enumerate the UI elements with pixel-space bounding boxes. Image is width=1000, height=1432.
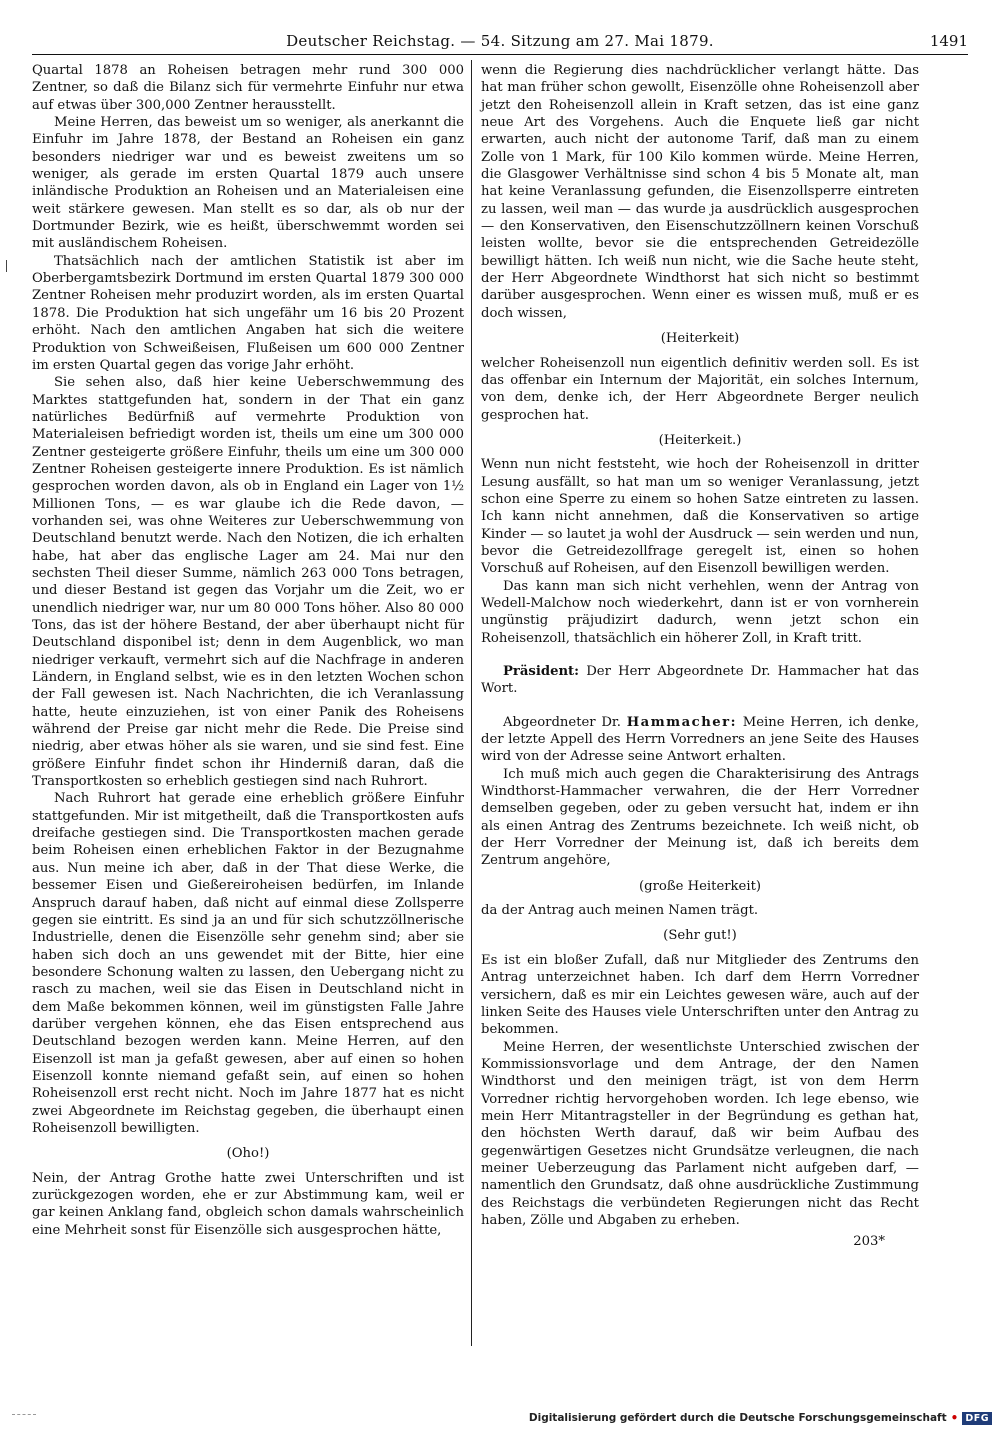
speaker-name: Hammacher: <box>626 714 737 730</box>
column-divider <box>471 60 472 1346</box>
paragraph: Ich muß mich auch gegen die Charakterisirung des Antrags Windthorst-Hammacher verwahren, die der Herr Vorredner demselben gegeben, oder zu geben versucht hat, indem er ihn als einen Antrag des Zentrums bezeichnete. Ich weiß nicht, ob der Herr Vorredner der Meinung ist, daß ich bereits dem Zentrum angehöre, <box>481 766 919 869</box>
page-title: Deutscher Reichstag. — 54. Sitzung am 27. Mai 1879. <box>286 32 714 50</box>
president-statement <box>481 663 919 698</box>
paragraph: Meine Herren, der wesentlichste Unterschied zwischen der Kommissionsvorlage und dem Antrage, der den Namen Windthorst und den meinigen trägt, ist von dem Herrn Vorredner richtig hervorgehoben worden. Ich lege ebenso, wie mein Herr Mitantragsteller in der Begründung es gethan hat, den höchsten Werth darauf, daß wir beim Aufbau des gegenwärtigen Gesetzes nicht Grundsätze verleugnen, die nach meiner Ueberzeugung das Parlament nicht aufgeben darf, — namentlich den Grundsatz, daß ohne ausdrückliche Zustimmung des Reichstags die verbündeten Regierungen nicht das Recht haben, Zölle und Abgaben zu erheben. <box>481 1039 919 1228</box>
interjection: (Oho!) <box>226 1146 270 1162</box>
paragraph: Quartal 1878 an Roheisen betragen mehr rund 300 000 Zentner, so daß die Bilanz sich für vermehrte Einfuhr nur etwa auf etwas über 300,000 Zentner herausstellt. <box>32 63 464 113</box>
statement-text: Der Herr Abgeordnete Dr. Hammacher hat das Wort. <box>481 664 919 697</box>
interjection: (Heiterkeit) <box>660 331 740 347</box>
paragraph: Wenn nun nicht feststeht, wie hoch der Roheisenzoll in dritter Lesung ausfällt, so hat man um so weniger Veranlassung, jetzt schon eine Sperre zu einem so hohen Satze eintreten zu lassen. Ich kann nicht annehmen, daß die Konservativen so artige Kinder — so lautet ja wohl der Ausdruck — sein werden und nun, bevor die Getreidezollfrage geregelt ist, einen so hohen Vorschuß auf Roheisen, auf den Eisenzoll bewilligen werden. <box>481 457 919 577</box>
page-header <box>32 30 968 55</box>
paragraph: da der Antrag auch meinen Namen trägt. <box>481 903 759 919</box>
paragraph: Das kann man sich nicht verhehlen, wenn der Antrag von Wedell-Malchow noch wiederkehrt, dann ist er von vornherein ungünstig präjudizirt dadurch, wenn jetzt schon ein Roheisenzoll, thatsächlich ein höherer Zoll, in Kraft tritt. <box>481 578 919 646</box>
paragraph: Thatsächlich nach der amtlichen Statistik ist aber im Oberbergamtsbezirk Dortmund im ersten Quartal 1879 300 000 Zentner Roheisen mehr produzirt worden, als im ersten Quartal 1878. Die Produktion hat sich ungefähr um 16 bis 20 Prozent erhöht. Nach den amtlichen Angaben hat sich die weitere Produktion von Schweißeisen, Flußeisen um 600 000 Zentner im ersten Quartal gegen das vorige Jahr erhöht. <box>32 253 464 373</box>
spacer <box>481 698 919 714</box>
interjection: (große Heiterkeit) <box>638 878 762 894</box>
dot-icon: • <box>950 1411 959 1425</box>
dfg-logo: DFG <box>962 1412 992 1425</box>
signature-mark: 203* <box>853 1234 885 1250</box>
paragraph: Sie sehen also, daß hier keine Ueberschwemmung des Marktes stattgefunden hat, sondern in der That ein ganz natürliches Bedürfniß auf vermehrte Produktion von Materialeisen befriedigt worden ist, theils um eine um 300 000 Zentner gesteigerte größere Einfuhr, theils um eine um 300 000 Zentner Roheisen gesteigerte innere Produktion. Es ist nämlich gesprochen worden davon, als ob in England ein Lager von 1½ Millionen Tons, — es war glaube ich die Rede davon, — vorhanden sei, was ohne Weiteres zur Ueberschwemmung von Deutschland benutzt werde. Nach den Notizen, die ich erhalten habe, hat aber das englische Lager am 24. Mai nur den sechsten Theil dieser Summe, nämlich 263 000 Tons betragen, und dieser Bestand ist gegen das Vorjahr um die Zeit, wo er unendlich niedriger war, nur um 80 000 Tons höher. Also 80 000 Tons, das ist der höhere Bestand, der aber überhaupt nicht für Deutschland disponibel ist; denn in dem Augenblick, wo man niedriger verkauft, vermehrt sich auf die Nachfrage in anderen Ländern, in England selbst, wie es in den letzten Wochen schon der Fall gewesen ist. Nach Nachrichten, die ich Veranlassung hatte, heute einzuziehen, ist von einer Panik des Roheisens während der Preise gar nicht mehr die Rede. Die Preise sind niedrig, aber etwas höher als sie waren, und sie sind fest. Eine größere Einfuhr findet schon ihr Hinderniß daran, daß die Transportkosten so erheblich gestiegen sind nach Ruhrort. <box>32 375 464 790</box>
speaker-statement <box>481 714 919 766</box>
footer-text: Digitalisierung gefördert durch die Deutsche Forschungsgemeinschaft <box>528 1412 947 1424</box>
scan-mark <box>12 1414 36 1416</box>
statement-text: Meine Herren, ich denke, der letzte Appell des Herrn Vorredners an jene Seite des Hauses wird von der Adresse seine Antwort erhalten. <box>481 714 920 765</box>
paragraph: welcher Roheisenzoll nun eigentlich definitiv werden soll. Es ist das offenbar ein Internum der Majorität, ein solches Internum, von dem, denke ich, der Herr Abgeordnete Berger neulich gesprochen hat. <box>481 355 919 423</box>
speaker-label: Präsident: <box>503 664 580 679</box>
footer <box>529 1410 992 1426</box>
paragraph: Meine Herren, das beweist um so weniger, als anerkannt die Einfuhr im Jahre 1878, der Bestand an Roheisen ein ganz besonders niedriger war und es beweist zweitens um so weniger, als gerade im ersten Quartal 1879 auch unsere inländische Produktion an Roheisen und an Materialeisen eine weit stärkere gewesen. Man stellt es so dar, als ob nur der Dortmunder Bezirk, wie es heißt, überschwemmt worden sei mit ausländischem Roheisen. <box>32 115 464 252</box>
margin-mark <box>6 260 7 272</box>
paragraph: wenn die Regierung dies nachdrücklicher verlangt hätte. Das hat man früher schon gewollt, Eisenzölle ohne Roheisenzoll aber jetzt den Roheisenzoll allein in Kraft setzen, das ist eine ganz neue Art des Vorgehens. Auch die Enquete ließ gar nicht erwarten, auch nicht der autonome Tarif, daß man zu einem Zolle von 1 Mark, für 100 Kilo kommen würde. Meine Herren, die Glasgower Verhältnisse sind schon 4 bis 5 Monate alt, man hat keine Veranlassung gefunden, die Eisenzollsperre eintreten zu lassen, weil man — das wurde ja ausdrücklich ausgesprochen — den Konservativen, den Eisenschutzzöllnern keinen Vorschuß leisten wollte, bevor sie die entsprechenden Getreidezölle bewilligt hätten. Ich weiß nun nicht, wie die Sache heute steht, der Herr Abgeordnete Windthorst hat sich nicht so bestimmt darüber ausgesprochen. Wenn einer es wissen muß, muß er es doch wissen, <box>481 63 919 321</box>
paragraph: Nein, der Antrag Grothe hatte zwei Unterschriften und ist zurückgezogen worden, ehe er zur Abstimmung kam, weil er gar keinen Anklang fand, obgleich schon damals wahrscheinlich eine Mehrheit sonst für Eisenzölle sich ausgesprochen hätte, <box>32 1170 464 1238</box>
spacer <box>481 647 919 663</box>
left-column <box>32 62 464 1239</box>
paragraph: Nach Ruhrort hat gerade eine erheblich größere Einfuhr stattgefunden. Mir ist mitgetheilt, daß die Transportkosten aufs dreifache gestiegen sind. Die Transportkosten machen gerade beim Roheisen einen erheblichen Faktor in der Bezugnahme aus. Nun meine ich aber, daß in der That diese Werke, die bessemer Eisen und Gießereiroheisen bedürfen, im Inlande Anspruch darauf haben, daß nicht auf einmal diese Zollsperre gegen sie eintritt. Es sind ja an und für sich schutzzöllnerische Industrielle, denen die Eisenzölle sehr genehm sind; aber sie haben sich doch an uns gewendet mit der Bitte, hier eine besondere Schonung walten zu lassen, den Uebergang nicht zu rasch zu machen, weil sie das Eisen in Deutschland nicht in dem Maße bekommen können, weil im günstigsten Falle Jahre darüber vergehen können, ehe das Eisen entsprechend aus Deutschland bezogen werden kann. Meine Herren, auf den Eisenzoll ist man ja gefaßt gewesen, aber auf einen so hohen Eisenzoll konnte niemand gefaßt sein, auf einen so hohen Roheisenzoll erst recht nicht. Noch im Jahre 1877 hat es nicht zwei Abgeordnete im Reichstag gegeben, die überhaupt einen Roheisenzoll bewilligten. <box>32 791 464 1136</box>
speaker-prefix: Abgeordneter Dr. <box>503 714 621 730</box>
interjection: (Heiterkeit.) <box>658 432 742 448</box>
interjection: (Sehr gut!) <box>663 928 737 944</box>
right-column <box>481 62 919 1251</box>
paragraph: Es ist ein bloßer Zufall, daß nur Mitglieder des Zentrums den Antrag unterzeichnet haben. Ich darf dem Herrn Vorredner versichern, daß es mir ein Leichtes gewesen wäre, auch auf der linken Seite des Hauses viele Unterschriften unter den Antrag zu bekommen. <box>481 952 919 1038</box>
page-number: 1491 <box>929 32 968 50</box>
